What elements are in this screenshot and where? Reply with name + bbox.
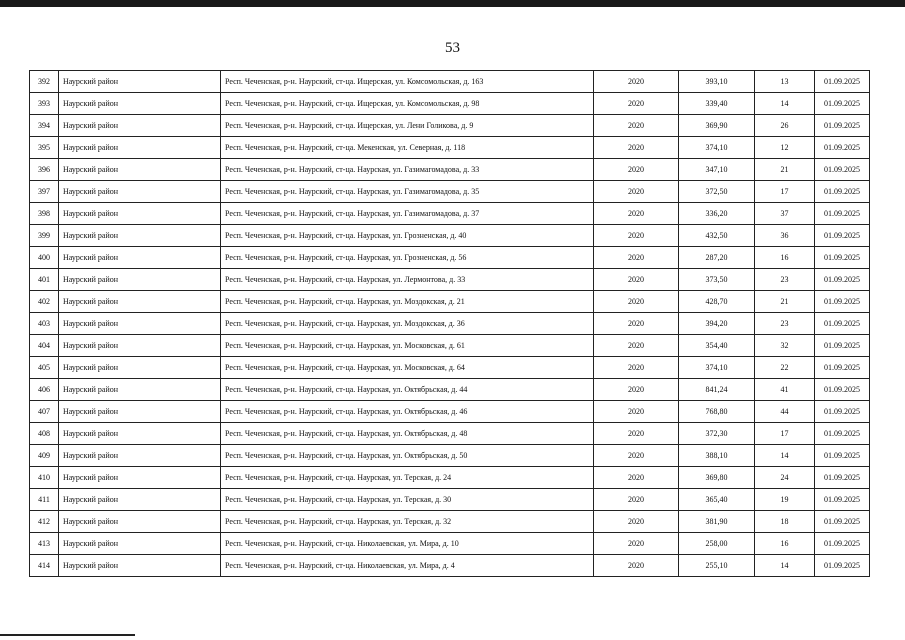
date-cell: 01.09.2025 bbox=[815, 533, 870, 555]
address-cell: Респ. Чеченская, р-н. Наурский, ст-ца. Наурская, ул. Терская, д. 30 bbox=[221, 489, 594, 511]
area-cell: 432,50 bbox=[679, 225, 755, 247]
year-cell: 2020 bbox=[594, 93, 679, 115]
row-number-cell: 408 bbox=[30, 423, 59, 445]
row-number-cell: 398 bbox=[30, 203, 59, 225]
date-cell: 01.09.2025 bbox=[815, 269, 870, 291]
district-cell: Наурский район bbox=[59, 225, 221, 247]
area-cell: 339,40 bbox=[679, 93, 755, 115]
year-cell: 2020 bbox=[594, 159, 679, 181]
row-number-cell: 413 bbox=[30, 533, 59, 555]
table-row bbox=[30, 401, 870, 423]
date-cell: 01.09.2025 bbox=[815, 181, 870, 203]
date-cell: 01.09.2025 bbox=[815, 379, 870, 401]
count-cell: 21 bbox=[755, 291, 815, 313]
area-cell: 347,10 bbox=[679, 159, 755, 181]
year-cell: 2020 bbox=[594, 489, 679, 511]
row-number-cell: 403 bbox=[30, 313, 59, 335]
district-cell: Наурский район bbox=[59, 159, 221, 181]
date-cell: 01.09.2025 bbox=[815, 71, 870, 93]
area-cell: 374,10 bbox=[679, 137, 755, 159]
table-row bbox=[30, 489, 870, 511]
area-cell: 365,40 bbox=[679, 489, 755, 511]
district-cell: Наурский район bbox=[59, 533, 221, 555]
address-cell: Респ. Чеченская, р-н. Наурский, ст-ца. Наурская, ул. Октябрьская, д. 48 bbox=[221, 423, 594, 445]
row-number-cell: 402 bbox=[30, 291, 59, 313]
row-number-cell: 394 bbox=[30, 115, 59, 137]
year-cell: 2020 bbox=[594, 445, 679, 467]
address-cell: Респ. Чеченская, р-н. Наурский, ст-ца. Наурская, ул. Грозненская, д. 56 bbox=[221, 247, 594, 269]
address-cell: Респ. Чеченская, р-н. Наурский, ст-ца. Ищерская, ул. Лени Голикова, д. 9 bbox=[221, 115, 594, 137]
district-cell: Наурский район bbox=[59, 181, 221, 203]
district-cell: Наурский район bbox=[59, 511, 221, 533]
row-number-cell: 406 bbox=[30, 379, 59, 401]
address-cell: Респ. Чеченская, р-н. Наурский, ст-ца. Наурская, ул. Моздокская, д. 36 bbox=[221, 313, 594, 335]
address-cell: Респ. Чеченская, р-н. Наурский, ст-ца. Ищерская, ул. Комсомольская, д. 98 bbox=[221, 93, 594, 115]
housing-register-table bbox=[29, 70, 870, 577]
area-cell: 374,10 bbox=[679, 357, 755, 379]
count-cell: 16 bbox=[755, 533, 815, 555]
row-number-cell: 407 bbox=[30, 401, 59, 423]
date-cell: 01.09.2025 bbox=[815, 203, 870, 225]
district-cell: Наурский район bbox=[59, 291, 221, 313]
table-row bbox=[30, 511, 870, 533]
count-cell: 16 bbox=[755, 247, 815, 269]
table-row bbox=[30, 555, 870, 577]
year-cell: 2020 bbox=[594, 137, 679, 159]
table-row bbox=[30, 291, 870, 313]
district-cell: Наурский район bbox=[59, 247, 221, 269]
table-row bbox=[30, 445, 870, 467]
area-cell: 768,80 bbox=[679, 401, 755, 423]
row-number-cell: 405 bbox=[30, 357, 59, 379]
date-cell: 01.09.2025 bbox=[815, 159, 870, 181]
district-cell: Наурский район bbox=[59, 445, 221, 467]
table-row bbox=[30, 423, 870, 445]
address-cell: Респ. Чеченская, р-н. Наурский, ст-ца. Наурская, ул. Газимагомадова, д. 35 bbox=[221, 181, 594, 203]
year-cell: 2020 bbox=[594, 247, 679, 269]
area-cell: 369,90 bbox=[679, 115, 755, 137]
count-cell: 14 bbox=[755, 555, 815, 577]
row-number-cell: 399 bbox=[30, 225, 59, 247]
address-cell: Респ. Чеченская, р-н. Наурский, ст-ца. Наурская, ул. Газимагомадова, д. 37 bbox=[221, 203, 594, 225]
address-cell: Респ. Чеченская, р-н. Наурский, ст-ца. Николаевская, ул. Мира, д. 10 bbox=[221, 533, 594, 555]
district-cell: Наурский район bbox=[59, 115, 221, 137]
date-cell: 01.09.2025 bbox=[815, 335, 870, 357]
count-cell: 17 bbox=[755, 181, 815, 203]
year-cell: 2020 bbox=[594, 511, 679, 533]
area-cell: 394,20 bbox=[679, 313, 755, 335]
count-cell: 14 bbox=[755, 445, 815, 467]
row-number-cell: 410 bbox=[30, 467, 59, 489]
year-cell: 2020 bbox=[594, 467, 679, 489]
count-cell: 37 bbox=[755, 203, 815, 225]
date-cell: 01.09.2025 bbox=[815, 445, 870, 467]
row-number-cell: 397 bbox=[30, 181, 59, 203]
year-cell: 2020 bbox=[594, 335, 679, 357]
row-number-cell: 404 bbox=[30, 335, 59, 357]
district-cell: Наурский район bbox=[59, 335, 221, 357]
area-cell: 336,20 bbox=[679, 203, 755, 225]
district-cell: Наурский район bbox=[59, 555, 221, 577]
address-cell: Респ. Чеченская, р-н. Наурский, ст-ца. Ищерская, ул. Комсомольская, д. 163 bbox=[221, 71, 594, 93]
table-row bbox=[30, 225, 870, 247]
row-number-cell: 392 bbox=[30, 71, 59, 93]
address-cell: Респ. Чеченская, р-н. Наурский, ст-ца. Наурская, ул. Октябрьская, д. 50 bbox=[221, 445, 594, 467]
count-cell: 23 bbox=[755, 313, 815, 335]
area-cell: 372,50 bbox=[679, 181, 755, 203]
row-number-cell: 412 bbox=[30, 511, 59, 533]
count-cell: 13 bbox=[755, 71, 815, 93]
page-number: 53 bbox=[445, 40, 460, 56]
table-row bbox=[30, 269, 870, 291]
area-cell: 388,10 bbox=[679, 445, 755, 467]
address-cell: Респ. Чеченская, р-н. Наурский, ст-ца. Наурская, ул. Московская, д. 64 bbox=[221, 357, 594, 379]
table-row bbox=[30, 115, 870, 137]
date-cell: 01.09.2025 bbox=[815, 467, 870, 489]
count-cell: 36 bbox=[755, 225, 815, 247]
address-cell: Респ. Чеченская, р-н. Наурский, ст-ца. Наурская, ул. Терская, д. 32 bbox=[221, 511, 594, 533]
year-cell: 2020 bbox=[594, 313, 679, 335]
year-cell: 2020 bbox=[594, 71, 679, 93]
address-cell: Респ. Чеченская, р-н. Наурский, ст-ца. Наурская, ул. Лермонтова, д. 33 bbox=[221, 269, 594, 291]
table-row bbox=[30, 467, 870, 489]
address-cell: Респ. Чеченская, р-н. Наурский, ст-ца. Наурская, ул. Октябрьская, д. 46 bbox=[221, 401, 594, 423]
area-cell: 354,40 bbox=[679, 335, 755, 357]
table-row bbox=[30, 533, 870, 555]
row-number-cell: 409 bbox=[30, 445, 59, 467]
year-cell: 2020 bbox=[594, 269, 679, 291]
year-cell: 2020 bbox=[594, 379, 679, 401]
district-cell: Наурский район bbox=[59, 93, 221, 115]
date-cell: 01.09.2025 bbox=[815, 511, 870, 533]
table-row bbox=[30, 203, 870, 225]
table-body bbox=[30, 71, 870, 577]
count-cell: 24 bbox=[755, 467, 815, 489]
district-cell: Наурский район bbox=[59, 467, 221, 489]
address-cell: Респ. Чеченская, р-н. Наурский, ст-ца. Наурская, ул. Грозненская, д. 40 bbox=[221, 225, 594, 247]
area-cell: 287,20 bbox=[679, 247, 755, 269]
count-cell: 41 bbox=[755, 379, 815, 401]
row-number-cell: 393 bbox=[30, 93, 59, 115]
row-number-cell: 411 bbox=[30, 489, 59, 511]
date-cell: 01.09.2025 bbox=[815, 357, 870, 379]
district-cell: Наурский район bbox=[59, 489, 221, 511]
count-cell: 18 bbox=[755, 511, 815, 533]
area-cell: 428,70 bbox=[679, 291, 755, 313]
district-cell: Наурский район bbox=[59, 357, 221, 379]
area-cell: 369,80 bbox=[679, 467, 755, 489]
year-cell: 2020 bbox=[594, 115, 679, 137]
count-cell: 23 bbox=[755, 269, 815, 291]
count-cell: 32 bbox=[755, 335, 815, 357]
date-cell: 01.09.2025 bbox=[815, 225, 870, 247]
district-cell: Наурский район bbox=[59, 269, 221, 291]
year-cell: 2020 bbox=[594, 181, 679, 203]
row-number-cell: 400 bbox=[30, 247, 59, 269]
count-cell: 44 bbox=[755, 401, 815, 423]
area-cell: 393,10 bbox=[679, 71, 755, 93]
year-cell: 2020 bbox=[594, 225, 679, 247]
date-cell: 01.09.2025 bbox=[815, 423, 870, 445]
count-cell: 19 bbox=[755, 489, 815, 511]
district-cell: Наурский район bbox=[59, 401, 221, 423]
area-cell: 255,10 bbox=[679, 555, 755, 577]
year-cell: 2020 bbox=[594, 555, 679, 577]
district-cell: Наурский район bbox=[59, 137, 221, 159]
district-cell: Наурский район bbox=[59, 71, 221, 93]
date-cell: 01.09.2025 bbox=[815, 247, 870, 269]
address-cell: Респ. Чеченская, р-н. Наурский, ст-ца. Наурская, ул. Терская, д. 24 bbox=[221, 467, 594, 489]
count-cell: 26 bbox=[755, 115, 815, 137]
count-cell: 22 bbox=[755, 357, 815, 379]
area-cell: 841,24 bbox=[679, 379, 755, 401]
row-number-cell: 414 bbox=[30, 555, 59, 577]
count-cell: 21 bbox=[755, 159, 815, 181]
date-cell: 01.09.2025 bbox=[815, 313, 870, 335]
area-cell: 381,90 bbox=[679, 511, 755, 533]
address-cell: Респ. Чеченская, р-н. Наурский, ст-ца. Наурская, ул. Газимагомадова, д. 33 bbox=[221, 159, 594, 181]
year-cell: 2020 bbox=[594, 423, 679, 445]
year-cell: 2020 bbox=[594, 203, 679, 225]
address-cell: Респ. Чеченская, р-н. Наурский, ст-ца. Наурская, ул. Моздокская, д. 21 bbox=[221, 291, 594, 313]
date-cell: 01.09.2025 bbox=[815, 489, 870, 511]
year-cell: 2020 bbox=[594, 401, 679, 423]
table-row bbox=[30, 181, 870, 203]
area-cell: 258,00 bbox=[679, 533, 755, 555]
count-cell: 14 bbox=[755, 93, 815, 115]
scan-top-edge bbox=[0, 0, 905, 7]
row-number-cell: 395 bbox=[30, 137, 59, 159]
date-cell: 01.09.2025 bbox=[815, 115, 870, 137]
year-cell: 2020 bbox=[594, 533, 679, 555]
district-cell: Наурский район bbox=[59, 203, 221, 225]
count-cell: 17 bbox=[755, 423, 815, 445]
table-row bbox=[30, 93, 870, 115]
table-row bbox=[30, 379, 870, 401]
date-cell: 01.09.2025 bbox=[815, 555, 870, 577]
address-cell: Респ. Чеченская, р-н. Наурский, ст-ца. Мекенская, ул. Северная, д. 118 bbox=[221, 137, 594, 159]
district-cell: Наурский район bbox=[59, 423, 221, 445]
date-cell: 01.09.2025 bbox=[815, 93, 870, 115]
count-cell: 12 bbox=[755, 137, 815, 159]
date-cell: 01.09.2025 bbox=[815, 291, 870, 313]
district-cell: Наурский район bbox=[59, 379, 221, 401]
date-cell: 01.09.2025 bbox=[815, 137, 870, 159]
table-row bbox=[30, 247, 870, 269]
table-row bbox=[30, 159, 870, 181]
area-cell: 373,50 bbox=[679, 269, 755, 291]
date-cell: 01.09.2025 bbox=[815, 401, 870, 423]
area-cell: 372,30 bbox=[679, 423, 755, 445]
row-number-cell: 396 bbox=[30, 159, 59, 181]
row-number-cell: 401 bbox=[30, 269, 59, 291]
address-cell: Респ. Чеченская, р-н. Наурский, ст-ца. Наурская, ул. Московская, д. 61 bbox=[221, 335, 594, 357]
year-cell: 2020 bbox=[594, 291, 679, 313]
table-row bbox=[30, 313, 870, 335]
district-cell: Наурский район bbox=[59, 313, 221, 335]
footer-rule bbox=[0, 634, 135, 636]
table-row bbox=[30, 335, 870, 357]
table-row bbox=[30, 71, 870, 93]
year-cell: 2020 bbox=[594, 357, 679, 379]
address-cell: Респ. Чеченская, р-н. Наурский, ст-ца. Наурская, ул. Октябрьская, д. 44 bbox=[221, 379, 594, 401]
table-row bbox=[30, 357, 870, 379]
table-row bbox=[30, 137, 870, 159]
address-cell: Респ. Чеченская, р-н. Наурский, ст-ца. Николаевская, ул. Мира, д. 4 bbox=[221, 555, 594, 577]
